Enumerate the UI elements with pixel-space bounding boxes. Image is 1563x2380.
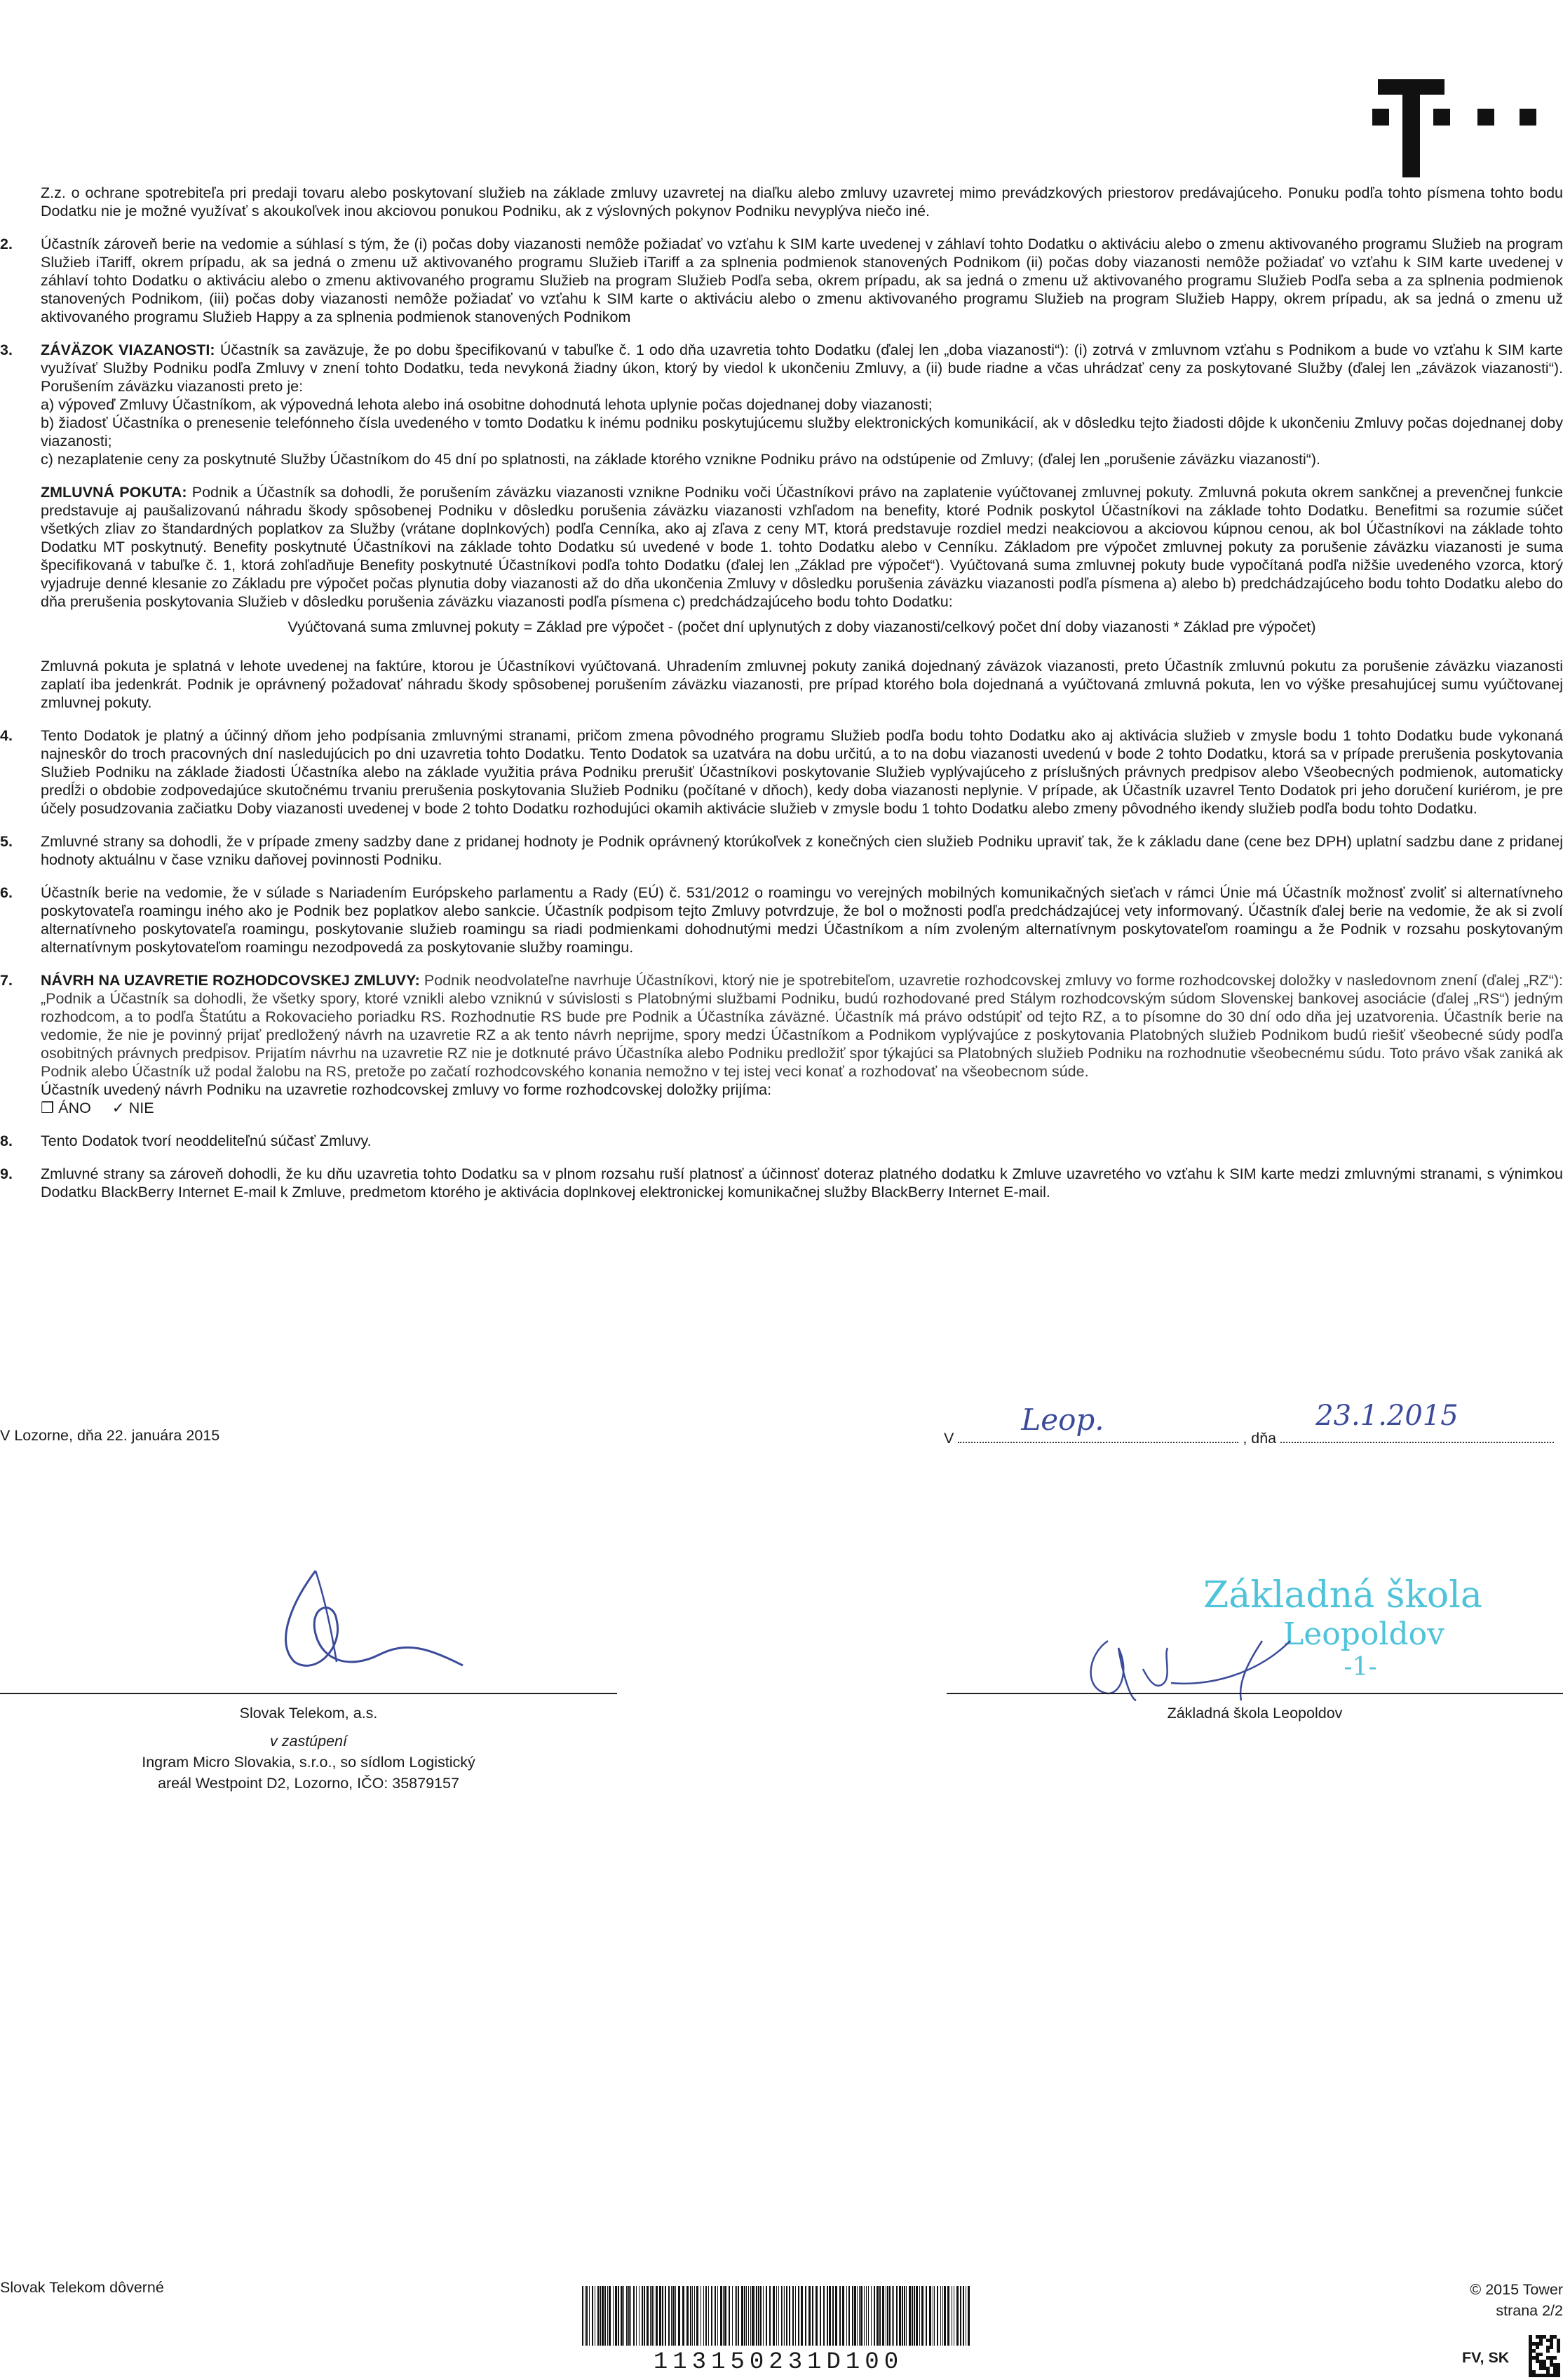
barcode-bar: [769, 2286, 771, 2346]
barcode-bar: [812, 2286, 813, 2346]
barcode-bar: [784, 2286, 785, 2346]
barcode-bar: [732, 2286, 733, 2346]
datamatrix-cell: [1553, 2367, 1557, 2370]
barcode-bar: [816, 2286, 818, 2346]
datamatrix-cell: [1539, 2335, 1543, 2339]
section-title: NÁVRH NA UZAVRETIE ROZHODCOVSKEJ ZMLUVY:: [41, 972, 420, 989]
datamatrix-cell: [1539, 2342, 1543, 2346]
list-item-c: c) nezaplatenie ceny za poskytnuté Služby Účastníkom do 45 dní po splatnosti, na základe ktorého vznikne Podniku právo na odstúpenie od Zmluvy; (ďalej len „porušenie záväzku viazanosti“).: [41, 451, 1321, 468]
barcode-bar: [609, 2286, 611, 2346]
list-item-b: b) žiadosť Účastníka o prenesenie telefónneho čísla uvedeného v tomto Dodatku k inému podniku poskytujúcemu služby elektronických komunikácií, ak v dôsledku tejto žiadosti dôjde k ukončeniu Zmluvy počas dojednanej doby viazanosti;: [41, 414, 1563, 449]
datamatrix-cell: [1529, 2339, 1532, 2342]
datamatrix-cell: [1546, 2356, 1550, 2360]
barcode-bar: [882, 2286, 884, 2346]
barcode-bar: [678, 2286, 680, 2346]
left-signature-line: [0, 1693, 617, 1694]
barcode-bar: [773, 2286, 775, 2346]
left-signatory: Slovak Telekom, a.s. v zastúpení Ingram Micro Slovakia, s.r.o., so sídlom Logistický areál Westpoint D2, Lozorno, IČO: 35879157: [142, 1705, 475, 1792]
barcode-bar: [720, 2286, 722, 2346]
barcode-bar: [859, 2286, 860, 2346]
barcode-bar: [839, 2286, 841, 2346]
barcode-bar: [636, 2286, 637, 2346]
barcode-bar: [589, 2286, 590, 2346]
datamatrix-cell: [1536, 2374, 1539, 2377]
datamatrix-cell: [1539, 2367, 1543, 2370]
datamatrix-cell: [1529, 2356, 1532, 2360]
barcode-bar: [644, 2286, 645, 2346]
datamatrix-cell: [1543, 2363, 1546, 2367]
datamatrix-cell: [1543, 2367, 1546, 2370]
barcode-bar: [585, 2286, 586, 2346]
section-number: 3.: [0, 342, 13, 358]
datamatrix-cell: [1529, 2367, 1532, 2370]
section-text: Podnik a Účastník sa dohodli, že porušením záväzku viazanosti vznikne Podniku voči Účastníkovi právo na zaplatenie vyúčtovanej zmluvnej pokuty. Zmluvná pokuta okrem sankčnej a prevenčnej funkcie predstavuje aj paušalizovanú náhradu škody spôsobenej Podniku v dôsledku porušenia záväzku viazanosti vzhľadom na benefity, ktoré Podnik poskytol Účastníkovi na základe tohto Dodatku. Benefitmi sa rozumie súčet všetkých zliav zo štandardných poplatkov za Služby (vrátane doplnkových) podľa Cenníka, ako aj zľava z ceny MT, ktorá predstavuje rozdiel medzi neakciovou a akciovou kúpnou cenou, ak bol Účastníkovi na základe tohto Dodatku MT poskytnutý. Benefity poskytnuté Účastníkovi na základe tohto Dodatku sú uvedené v bode 1. tohto Dodatku alebo v Cenníku. Základom pre výpočet zmluvnej pokuty za porušenie záväzku viazanosti je suma špecifikovaná v tabuľke č. 1, ktorá zohľadňuje Benefity poskytnuté Účastníkovi podľa tohto Dodatku (ďalej len „Základ pre výpočet“). Vyúčtovaná suma zmluvnej pokuty bude vypočítaná podľa nižšie uvedeného vzorca, ktorý vyjadruje denné klesanie zo Základu pre výpočet počas plynutia doby viazanosti až do dňa ukončenia Zmluvy v dôsledku porušenia záväzku viazanosti podľa písmena a) alebo b) predchádzajúceho bodu tohto Dodatku alebo do dňa prerušenia poskytovania Služieb v dôsledku porušenia záväzku viazanosti podľa písmena c) predchádzajúceho bodu tohto Dodatku:: [41, 484, 1563, 610]
datamatrix-cell: [1539, 2360, 1543, 2363]
barcode-bar: [776, 2286, 777, 2346]
barcode-bar: [906, 2286, 907, 2346]
penalty-section: [0, 483, 1563, 611]
section-3: [0, 341, 1563, 468]
barcode-bar: [926, 2286, 927, 2346]
section-text: Zmluvné strany sa dohodli, že v prípade zmeny sadzby dane z pridanej hodnoty je Podnik oprávnený ktorúkoľvek z konečných cien služieb Podniku upraviť tak, že k základu dane (cene bez DPH) uplatní sadzbu dane z pridanej hodnoty aktuálnu v čase vzniku daňovej povinnosti Podniku.: [41, 833, 1563, 868]
section-5: [0, 832, 1563, 869]
section-6: [0, 884, 1563, 956]
datamatrix-cell: [1529, 2363, 1532, 2367]
barcode-bar: [889, 2286, 891, 2346]
barcode-bar: [909, 2286, 911, 2346]
barcode-bar: [942, 2286, 943, 2346]
barcode-bar: [623, 2286, 624, 2346]
barcode-bar: [904, 2286, 905, 2346]
datamatrix-cell: [1557, 2342, 1560, 2346]
barcode-bar: [940, 2286, 941, 2346]
barcode-bar: [766, 2286, 767, 2346]
barcode-bar: [690, 2286, 691, 2346]
section-title: ZÁVÄZOK VIAZANOSTI:: [41, 342, 215, 358]
datamatrix-cell: [1546, 2349, 1550, 2353]
signature-area: [0, 1400, 1563, 1865]
barcode-bar: [960, 2286, 961, 2346]
section-8: [0, 1132, 1563, 1150]
section-text: Účastník berie na vedomie, že v súlade s Nariadením Európskeho parlamentu a Rady (EÚ) č. 531/2012 o roamingu vo verejných mobilných komunikačných sieťach v rámci Únie má Účastník možnosť zvoliť si alternatívneho poskytovateľa roamingu iného ako je Podnik bez poplatkov alebo sankcie. Účastník podpisom tejto Zmluvy potvrdzuje, že bol o možnosti podľa predchádzajúcej vety informovaný. Účastník ďalej berie na vedomie, že ak si zvolí alternatívneho poskytovateľa roamingu, poskytovanie služieb roamingu sa riadi podmienkami dohodnutými medzi Účastníkom a ním zvoleným alternatívnym poskytovateľom roamingu a že Podnik v rozsahu poskytovaným alternatívnym poskytovateľom roamingu nezodpovedá za poskytovanie služby roamingu.: [41, 884, 1563, 956]
barcode-bar: [750, 2286, 751, 2346]
barcode-bar: [607, 2286, 608, 2346]
barcode-bar: [741, 2286, 743, 2346]
barcode-bar: [896, 2286, 898, 2346]
barcode-bar: [748, 2286, 749, 2346]
barcode-bar: [808, 2286, 811, 2346]
datamatrix-cell: [1529, 2335, 1532, 2339]
barcode-bar: [711, 2286, 712, 2346]
right-place-date: V Leop. , dňa 23.1.2015: [944, 1424, 1554, 1447]
datamatrix-cell: [1529, 2370, 1532, 2374]
section-2: [0, 235, 1563, 326]
barcode-bar: [947, 2286, 949, 2346]
barcode-bar: [736, 2286, 737, 2346]
barcode-bar: [592, 2286, 593, 2346]
datamatrix-cell: [1550, 2346, 1553, 2349]
barcode-bar: [914, 2286, 915, 2346]
barcode-bar: [760, 2286, 762, 2346]
barcode-bar: [827, 2286, 828, 2346]
barcode-bar: [848, 2286, 850, 2346]
datamatrix-cell: [1557, 2374, 1560, 2377]
datamatrix-cell: [1529, 2360, 1532, 2363]
penalty-formula: Vyúčtovaná suma zmluvnej pokuty = Základ pre výpočet - (počet dní uplynutých z doby viazanosti/celkový počet dní doby viazanosti * Základ pre výpočet): [287, 618, 1316, 635]
datamatrix-cell: [1543, 2360, 1546, 2363]
datamatrix-cell: [1546, 2370, 1550, 2374]
barcode-bar: [647, 2286, 649, 2346]
handwritten-place: Leop.: [1021, 1402, 1104, 1437]
datamatrix-cell: [1529, 2374, 1532, 2377]
barcode-bar: [929, 2286, 931, 2346]
barcode-bar: [829, 2286, 831, 2346]
barcode-bar: [832, 2286, 834, 2346]
left-signature: [266, 1557, 477, 1683]
footer-code: FV, SK: [1462, 2349, 1510, 2366]
barcode-bar: [916, 2286, 918, 2346]
section-7: [0, 971, 1563, 1117]
datamatrix-cell: [1550, 2335, 1553, 2339]
barcode-bar: [602, 2286, 604, 2346]
barcode-bar: [642, 2286, 643, 2346]
datamatrix-cell: [1536, 2353, 1539, 2356]
barcode-bar: [778, 2286, 779, 2346]
barcode-bar: [912, 2286, 913, 2346]
datamatrix-cell: [1550, 2363, 1553, 2367]
barcode-bar: [675, 2286, 676, 2346]
barcode-bar: [877, 2286, 879, 2346]
barcode-bar: [724, 2286, 726, 2346]
section-text: Zmluvné strany sa zároveň dohodli, že ku dňu uzavretia tohto Dodatku sa v plnom rozsahu ruší platnosť a účinnosť doteraz platného dodatku k Zmluve uzavretého vo vzťahu k SIM karte medzi zmluvnými stranami, s výnimkou Dodatku BlackBerry Internet E-mail k Zmluve, predmetom ktorého je aktivácia doplnkovej elektronickej komunikačnej služby BlackBerry Internet E-mail.: [41, 1165, 1563, 1201]
section-text: Tento Dodatok tvorí neoddeliteľnú súčasť Zmluvy.: [41, 1132, 372, 1149]
barcode-bar: [864, 2286, 865, 2346]
barcode-bar: [956, 2286, 959, 2346]
barcode-bar: [633, 2286, 635, 2346]
datamatrix-cell: [1536, 2360, 1539, 2363]
barcode-bar: [852, 2286, 853, 2346]
intro-paragraph: Z.z. o ochrane spotrebiteľa pri predaji tovaru alebo poskytovaní služieb na základe zmluvy uzavretej na diaľku alebo zmluvy uzavretej mimo prevádzkových priestorov predávajúceho. Ponuku podľa tohto písmena tohto bodu Dodatku nie je možné využívať s akoukoľvek inou akciovou ponukou Podniku, ak z výslovných pokynov Podniku nevyplýva niečo iné.: [41, 184, 1563, 219]
datamatrix-cell: [1550, 2356, 1553, 2360]
page-number: strana 2/2: [1496, 2302, 1563, 2319]
barcode-bar: [682, 2286, 684, 2346]
section-9: [0, 1165, 1563, 1201]
telekom-t-logo-icon: [1364, 74, 1563, 179]
section-text: Podnik neodvolateľne navrhuje Účastníkovi, ktorý nie je spotrebiteľom, uzavretie rozhodcovskej zmluvy vo forme rozhodcovskej doložky v nasledovnom znení (ďalej „RZ“): „Podnik a Účastník sa dohodli, že všetky spory, ktoré vznikli alebo vzniknú v súvislosti s Platobnými službami Podniku, budú rozhodované pred Stálym rozhodcovským súdom Slovenskej bankovej asociácie (ďalej „RS“) jedným rozhodcom, a to podľa Štatútu a Rokovacieho poriadku RS. Rozhodnutie RS bude pre Podnik a Účastníka záväzné. Účastník má právo odstúpiť od tejto RZ, a to písomne do 30 dní odo dňa jej uzatvorenia. Účastník berie na vedomie, že nie je povinný prijať predložený návrh na uzavretie RZ a ak tento návrh neprijme, spory medzi Účastníkom a Podnikom vyplývajúce z poskytovania Platobných služieb Podnikom budú riešiť všeobecné súdy podľa osobitných právnych predpisov. Prijatím návrhu na uzavretie RZ nie je dotknuté právo Účastníka alebo Podniku predložiť spor týkajúci sa Platobných služieb Podniku na rozhodnutie všeobecnému súdu. Toto právo však zaniká ak Podnik alebo Účastník už podal žalobu na RS, pretože po začatí rozhodcovského konania nemožno v tej istej veci konať a rozhodovať na všeobecnom súde.: [41, 972, 1563, 1080]
barcode-bar: [715, 2286, 716, 2346]
barcode-bar: [893, 2286, 894, 2346]
datamatrix-cell: [1536, 2346, 1539, 2349]
barcode-bar: [729, 2286, 730, 2346]
datamatrix-cell: [1550, 2342, 1553, 2346]
barcode-bar: [582, 2286, 583, 2346]
copyright: © 2015 Tower: [1470, 2281, 1563, 2298]
barcode-bar: [659, 2286, 661, 2346]
right-signature-line: [947, 1693, 1563, 1694]
barcode-bar: [919, 2286, 920, 2346]
section-number: 4.: [0, 727, 13, 744]
datamatrix-cell: [1553, 2335, 1557, 2339]
barcode-bar: [868, 2286, 869, 2346]
datamatrix-cell: [1539, 2353, 1543, 2356]
datamatrix-cell: [1539, 2339, 1543, 2342]
option-no-checkbox[interactable]: ✓ NIE: [111, 1100, 154, 1116]
barcode-bar: [604, 2286, 606, 2346]
barcode-bar: [763, 2286, 764, 2346]
accept-options: [41, 1099, 1563, 1117]
datamatrix-cell: [1536, 2335, 1539, 2339]
barcode-bar: [795, 2286, 796, 2346]
datamatrix-cell: [1543, 2335, 1546, 2339]
barcode-bar: [752, 2286, 754, 2346]
section-number: 6.: [0, 884, 13, 901]
section-number: 9.: [0, 1165, 13, 1182]
datamatrix-cell: [1529, 2353, 1532, 2356]
barcode-bar: [937, 2286, 938, 2346]
datamatrix-cell: [1532, 2370, 1536, 2374]
barcode-bar: [744, 2286, 745, 2346]
barcode-bar: [842, 2286, 844, 2346]
barcode-bar: [656, 2286, 658, 2346]
barcode-bar: [746, 2286, 747, 2346]
date-field: [1280, 1400, 1554, 1443]
datamatrix-cell: [1557, 2370, 1560, 2374]
datamatrix-cell: [1550, 2360, 1553, 2363]
datamatrix-cell: [1550, 2374, 1553, 2377]
barcode-bar: [686, 2286, 689, 2346]
barcode-bar: [618, 2286, 619, 2346]
barcode-bar: [650, 2286, 651, 2346]
barcode-bar: [665, 2286, 666, 2346]
barcode-bar: [651, 2286, 653, 2346]
barcode-bar: [692, 2286, 693, 2346]
datamatrix-cell: [1550, 2339, 1553, 2342]
datamatrix-cell: [1546, 2339, 1550, 2342]
barcode-bar: [613, 2286, 614, 2346]
barcode-bar: [630, 2286, 631, 2346]
datamatrix-cell: [1546, 2374, 1550, 2377]
barcode-bar: [968, 2286, 970, 2346]
barcode-bar: [717, 2286, 718, 2346]
barcode-bar: [628, 2286, 630, 2346]
accept-statement: Účastník uvedený návrh Podniku na uzavretie rozhodcovskej zmluvy vo forme rozhodcovskej doložky prijíma:: [41, 1081, 772, 1098]
datamatrix-cell: [1532, 2374, 1536, 2377]
barcode-bar: [798, 2286, 799, 2346]
datamatrix-cell: [1539, 2363, 1543, 2367]
left-place-date: V Lozorne, dňa 22. januára 2015: [0, 1427, 220, 1444]
barcode-bar: [696, 2286, 698, 2346]
barcode-bar: [597, 2286, 599, 2346]
barcode-bar: [756, 2286, 757, 2346]
datamatrix-cell: [1529, 2346, 1532, 2349]
barcode-bar: [672, 2286, 675, 2346]
section-number: 8.: [0, 1132, 13, 1149]
barcode-bar: [871, 2286, 872, 2346]
barcode-bar: [835, 2286, 837, 2346]
barcode-bar: [887, 2286, 888, 2346]
section-number: 7.: [0, 972, 13, 989]
school-stamp: Základná škola Leopoldov -1-: [1203, 1574, 1482, 1682]
barcode-bar: [626, 2286, 628, 2346]
datamatrix-cell: [1546, 2346, 1550, 2349]
barcode-bar: [694, 2286, 695, 2346]
barcode-bar: [860, 2286, 862, 2346]
penalty-due-paragraph: Zmluvná pokuta je splatná v lehote uvedenej na faktúre, ktorou je Účastníkovi vyúčtovaná. Uhradením zmluvnej pokuty zaniká dojednaný záväzok viazanosti, preto Účastník zmluvnú pokutu za porušenie záväzku viazanosti zaplatí iba jedenkrát. Podnik je oprávnený požadovať náhradu škody spôsobenej porušením záväzku viazanosti, pre prípad ktorého bola dojednaná a vyúčtovaná zmluvná pokuta, len vo výške presahujúcej sumu vyúčtovanej zmluvnej pokuty.: [41, 658, 1563, 711]
datamatrix-cell: [1557, 2339, 1560, 2342]
barcode-bar: [738, 2286, 739, 2346]
datamatrix-cell: [1539, 2374, 1543, 2377]
barcode-bar: [781, 2286, 782, 2346]
barcode-bar: [615, 2286, 617, 2346]
barcode-bar: [857, 2286, 858, 2346]
section-number: 5.: [0, 833, 13, 850]
barcode-bar: [621, 2286, 623, 2346]
datamatrix-cell: [1532, 2342, 1536, 2346]
datamatrix-cell: [1553, 2363, 1557, 2367]
datamatrix-cell: [1543, 2374, 1546, 2377]
option-yes-checkbox[interactable]: ❒ ÁNO: [41, 1100, 91, 1116]
section-4: [0, 726, 1563, 818]
handwritten-date: 23.1.2015: [1315, 1400, 1459, 1432]
barcode-bar: [934, 2286, 935, 2346]
barcode-bar: [723, 2286, 724, 2346]
datamatrix-cell: [1536, 2342, 1539, 2346]
page-footer: [0, 2279, 1563, 2380]
datamatrix-cell: [1557, 2349, 1560, 2353]
barcode-bar: [789, 2286, 790, 2346]
right-signatory: Základná škola Leopoldov: [1167, 1705, 1343, 1722]
datamatrix-cell: [1546, 2367, 1550, 2370]
barcode-bar: [705, 2286, 707, 2346]
barcode-bar: [703, 2286, 704, 2346]
datamatrix-cell: [1529, 2342, 1532, 2346]
barcode-bar: [823, 2286, 825, 2346]
barcode-bar: [846, 2286, 847, 2346]
list-item-a: a) výpoveď Zmluvy Účastníkom, ak výpovedná lehota alebo iná osobitne dohodnutá lehota uplynie počas dojednanej doby viazanosti;: [41, 396, 933, 413]
barcode-bar: [866, 2286, 867, 2346]
barcode-bar: [963, 2286, 964, 2346]
barcode-bar: [874, 2286, 875, 2346]
datamatrix-code: [1529, 2335, 1560, 2377]
document-body: [0, 184, 1563, 1216]
section-title: ZMLUVNÁ POKUTA:: [41, 484, 187, 501]
datamatrix-cell: [1557, 2367, 1560, 2370]
barcode-bar: [820, 2286, 821, 2346]
place-field: [958, 1402, 1238, 1443]
barcode-bar: [892, 2286, 893, 2346]
datamatrix-cell: [1553, 2374, 1557, 2377]
footer-right: [1470, 2279, 1563, 2321]
barcode-bar: [921, 2286, 923, 2346]
barcode-bar: [792, 2286, 794, 2346]
section-text: Účastník sa zaväzuje, že po dobu špecifikovanú v tabuľke č. 1 odo dňa uzavretia tohto Dodatku (ďalej len „doba viazanosti“): (i) zotrvá v zmluvnom vzťahu s Podnikom a bude vo vzťahu k SIM karte využívať Služby Podniku podľa Zmluvy v znení tohto Dodatku, teda nevykoná žiadny úkon, ktorý by viedol k ukončeniu Zmluvy, a (ii) bude riadne a včas uhrádzať ceny za poskytované Služby (ďalej len „záväzok viazanosti“). Porušením záväzku viazanosti preto je:: [41, 342, 1563, 395]
section-text: Tento Dodatok je platný a účinný dňom jeho podpísania zmluvnými stranami, pričom zmena pôvodného programu Služieb podľa bodu tohto Dodatku ako aj aktivácia služieb v zmysle bodu 1 tohto Dodatku bude vykonaná najneskôr do troch pracovných dní nasledujúcich po dni uzavretia tohto Dodatku. Tento Dodatok sa uzatvára na dobu určitú, a to na dobu viazanosti uvedenú v bode 2 tohto Dodatku, ktorá sa v prípade prerušenia poskytovania Služieb Podniku na základe žiadosti Účastníka alebo na základe využitia práva Podniku prerušiť Účastníkovi poskytovanie Služieb vyplývajúceho z príslušných právnych predpisov alebo Všeobecných podmienok, automaticky predĺži o obdobie zodpovedajúce skutočnému trvaniu prerušenia poskytovania Služieb Podniku (počítané v dňoch), kedy doba viazanosti neplynie. V prípade, ak Účastník uzavrel Tento Dodatok pri jeho doručení kuriérom, je pre účely posudzovania začiatku Doby viazanosti uvedenej v bode 2 tohto Dodatku rozhodujúci okamih aktivácie služieb v zmysle bodu 1 tohto Dodatku alebo zmeny pôvodného ikendy služieb podľa bodu tohto Dodatku.: [41, 727, 1563, 817]
barcode-bar: [854, 2286, 856, 2346]
barcode: [582, 2286, 975, 2346]
datamatrix-cell: [1529, 2349, 1532, 2353]
datamatrix-cell: [1557, 2346, 1560, 2349]
barcode-bar: [902, 2286, 903, 2346]
barcode-bar: [708, 2286, 709, 2346]
confidential-label: Slovak Telekom dôverné: [0, 2279, 164, 2296]
datamatrix-cell: [1532, 2349, 1536, 2353]
section-number: 2.: [0, 236, 13, 252]
barcode-bar: [786, 2286, 787, 2346]
barcode-bar: [671, 2286, 672, 2346]
barcode-bar: [668, 2286, 670, 2346]
datamatrix-cell: [1532, 2356, 1536, 2360]
datamatrix-cell: [1553, 2370, 1557, 2374]
datamatrix-cell: [1536, 2356, 1539, 2360]
section-text: Účastník zároveň berie na vedomie a súhlasí s tým, že (i) počas doby viazanosti nemôže požiadať vo vzťahu k SIM karte uvedenej v záhlaví tohto Dodatku o aktiváciu alebo o zmenu aktivovaného programu Služieb na program Služieb iTariff, okrem prípadu, ak sa jedná o zmenu už aktivovaného programu Služieb iTariff a za splnenia podmienok stanovených Podnikom (ii) počas doby viazanosti nemôže požiadať vo vzťahu k SIM karte uvedenej v záhlaví tohto Dodatku o aktiváciu alebo o zmenu aktivovaného programu Služieb na program Služieb Podľa seba, okrem prípadu, ak sa jedná o zmenu už aktivovaného programu Služieb Podľa seba a za splnenia podmienok stanovených Podnikom, (iii) počas doby viazanosti nemôže požiadať vo vzťahu k SIM karte o aktiváciu alebo o zmenu aktivovaného programu Služieb na program Služieb Happy, okrem prípadu, ak sa jedná o zmenu už aktivovaného programu Služieb Happy a za splnenia podmienok stanovených Podnikom: [41, 236, 1563, 325]
barcode-number: 113150231D100: [653, 2349, 904, 2376]
barcode-bar: [805, 2286, 806, 2346]
barcode-bar: [899, 2286, 901, 2346]
barcode-bar: [735, 2286, 736, 2346]
barcode-bar: [662, 2286, 663, 2346]
barcode-bar: [944, 2286, 946, 2346]
barcode-bar: [758, 2286, 759, 2346]
barcode-bar: [600, 2286, 601, 2346]
barcode-bar: [586, 2286, 588, 2346]
barcode-bar: [801, 2286, 803, 2346]
barcode-bar: [639, 2286, 640, 2346]
datamatrix-cell: [1553, 2356, 1557, 2360]
datamatrix-cell: [1557, 2363, 1560, 2367]
barcode-bar: [879, 2286, 881, 2346]
